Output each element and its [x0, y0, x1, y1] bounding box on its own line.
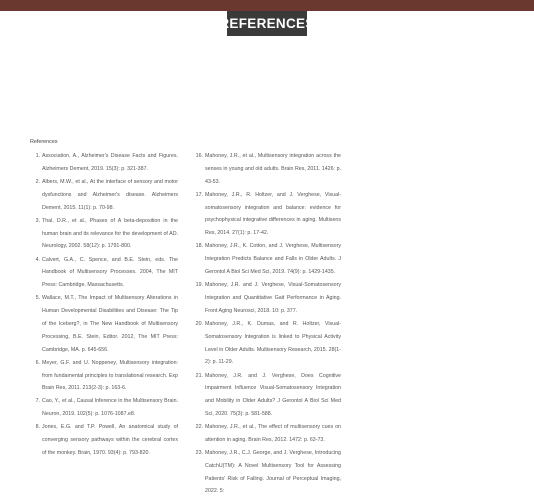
references-label: References [30, 139, 58, 145]
reference-text: Mahoney, J.R., K. Cotton, and J. Verghese, Multisensory Integration Predicts Balance and Falls in Older Adults. J Gerontol A Biol Sci Med Sci, 2019. 74(9): p. 1429-1435. [205, 243, 341, 275]
reference-item [193, 279, 341, 317]
reference-number: 5. [35, 295, 40, 302]
reference-text: Mahoney, J.R. and J. Verghese, Does Cognitive Impairment Influence Visual-Somatosensory Integration and Mobility in Older Adults? J Gerontol A Biol Sci Med Sci, 2020. 75(3): p. 581-588. [205, 372, 341, 417]
reference-number: 22. [195, 424, 203, 431]
reference-number: 23. [195, 450, 203, 457]
reference-number: 4. [35, 256, 40, 263]
reference-text: Cao, Y., et al., Causal Inference in the Multisensory Brain. Neuron, 2019. 102(5): p. 1076-1087.e8. [42, 398, 178, 418]
top-banner [0, 0, 534, 11]
right-column [193, 150, 341, 499]
reference-text: Mahoney, J.R., R. Holtzer, and J. Verghese, Visual-somatosensory integration and balance: evidence for psychophysical integrative differences in aging. Multisens Res, 2014. 27(1): p. 17-42. [205, 191, 341, 237]
reference-text: Albers, M.W., et al., At the interface of sensory and motor dysfunctions and Alzheimer's disease. Alzheimers Dement, 2015. 11(1): p. 70-98. [42, 178, 178, 211]
reference-text: Mahoney, J.R., C.J. George, and J. Verghese, Introducing CatchU(TM): A Novel Multisensory Tool for Assessing Patients' Risk of Falling. Journal of Perceptual Imaging, 2022. 5: [205, 450, 341, 495]
reference-number: 6. [35, 359, 40, 366]
reference-number: 2. [35, 178, 40, 185]
reference-text: Jones, E.G. and T.P. Powell, An anatomical study of converging sensory pathways within the cerebral cortex of the monkey. Brain, 1970. 93(4): p. 793-820. [42, 424, 178, 457]
reference-item [193, 318, 341, 369]
reference-number: 21. [195, 372, 203, 379]
reference-text: Mahoney, J.R., et al., The effect of multisensory cues on attention in aging. Brain Res, 2012. 1472: p. 63-73. [205, 424, 341, 443]
left-column [30, 150, 178, 460]
reference-item [30, 357, 178, 395]
reference-item [193, 421, 341, 447]
reference-number: 20. [195, 320, 203, 327]
reference-number: 8. [35, 424, 40, 431]
reference-number: 1. [35, 153, 40, 159]
section-title-text: REFERENCES [219, 16, 315, 31]
reference-item [30, 292, 178, 356]
reference-number: 3. [35, 217, 40, 224]
reference-number: 7. [35, 398, 40, 405]
reference-number: 17. [195, 191, 203, 198]
reference-text: Wallace, M.T., The Impact of Multisensory Alterations in Human Developmental Disabilities and Disease: The Tip of the Iceberg?, in The New Handbook of Multisensory Processing, B.E. Stein, Editor. 2012, The MIT Press: Cambridge, MA. p. 645-656. [42, 295, 178, 353]
reference-item [193, 150, 341, 188]
reference-text: Association, A., Alzheimer's Disease Facts and Figures. Alzheimers Dement, 2019. 15(3): p. 321-387. [42, 153, 178, 172]
reference-item [30, 176, 178, 214]
reference-text: Thal, D.R., et al., Phases of A beta-deposition in the human brain and its relevance for the development of AD. Neurology, 2002. 58(12): p. 1791-800. [42, 217, 178, 250]
reference-item [30, 254, 178, 292]
reference-item [193, 189, 341, 240]
reference-item [193, 370, 341, 421]
reference-item [193, 447, 341, 498]
reference-text: Calvert, G.A., C. Spence, and B.E. Stein, eds. The Handbook of Multisensory Processes. 2004, The MIT Press: Cambridge, Massachusetts. [42, 256, 178, 289]
reference-number: 18. [195, 243, 203, 250]
reference-item [30, 150, 178, 176]
reference-item [193, 240, 341, 278]
reference-text: Mahoney, J.R., et al., Multisensory integration across the senses in young and old adults. Brain Res, 2011. 1426: p. 43-53. [205, 153, 341, 185]
reference-text: Mahoney, J.R., K. Dumas, and R. Holtzer, Visual-Somatosensory Integration is linked to Physical Activity Level in Older Adults. Multisensory Research, 2015. 28(1-2): p. 11-29. [205, 320, 341, 366]
reference-item [30, 421, 178, 459]
section-title [219, 11, 315, 36]
reference-text: Meyer, G.F. and U. Noppeney, Multisensory integration: from fundamental principles to translational research. Exp Brain Res, 2011. 213(2-3): p. 163-6. [42, 359, 178, 392]
reference-item [30, 215, 178, 253]
reference-number: 19. [195, 282, 203, 289]
reference-text: Mahoney, J.R. and J. Verghese, Visual-Somatosensory Integration and Quantitative Gait Performance in Aging. Front Aging Neurosci, 2018. 10: p. 377. [205, 282, 341, 314]
reference-number: 16. [195, 153, 203, 159]
reference-item [30, 395, 178, 421]
